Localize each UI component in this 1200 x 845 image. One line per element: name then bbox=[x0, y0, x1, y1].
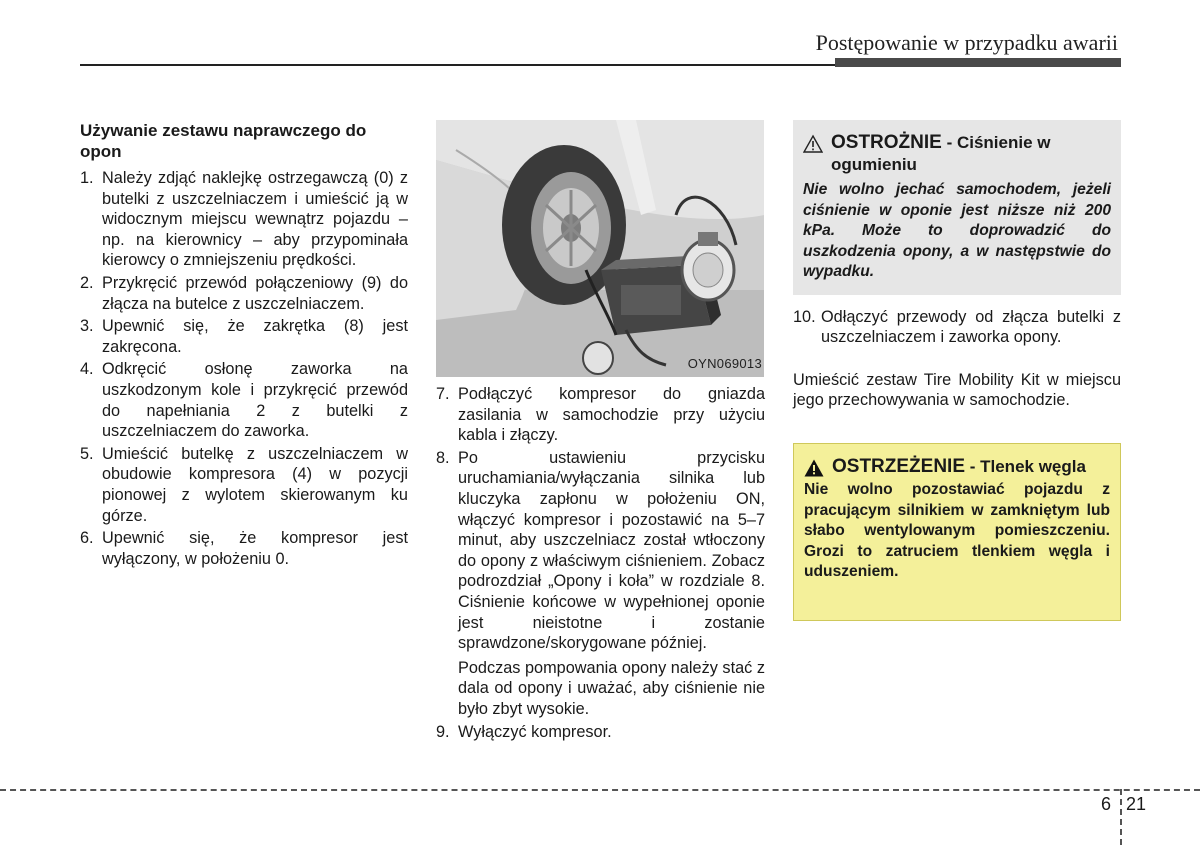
chapter-number: 6 bbox=[1101, 794, 1112, 814]
tire-repair-illustration bbox=[436, 120, 764, 377]
step-number: 5. bbox=[80, 444, 94, 463]
step-text: Odłączyć przewody od złącza butelki z uszczelniaczem i zaworka opony. bbox=[821, 307, 1121, 347]
caution-subtitle: - Ciśnienie w ogumieniu bbox=[831, 133, 1051, 174]
warning-label: OSTRZEŻENIE bbox=[832, 456, 966, 477]
left-column bbox=[80, 120, 408, 571]
footer-divider bbox=[0, 789, 1200, 791]
step-8-note: Podczas pompowania opony należy stać z dala od opony i uważać, aby ciśnienie nie było zbyt wysokie. bbox=[458, 658, 765, 718]
caution-header bbox=[803, 132, 1111, 176]
step-item bbox=[436, 722, 765, 743]
right-column bbox=[793, 120, 1121, 411]
step-item bbox=[80, 168, 408, 271]
step-text: Wyłączyć kompresor. bbox=[458, 722, 612, 741]
caution-box bbox=[793, 120, 1121, 295]
middle-column bbox=[436, 384, 765, 744]
step-item bbox=[793, 307, 1121, 348]
step-number: 6. bbox=[80, 529, 94, 548]
image-code: OYN069013 bbox=[687, 356, 762, 371]
step-text: Należy zdjąć naklejkę ostrzegawczą (0) z butelki z uszczelniaczem i umieścić ją w widocznym miejscu wewnątrz pojazdu – np. na kierownicy – aby przypominała kierowcy o zmniejszeniu prędkości. bbox=[102, 169, 408, 270]
step-number: 8. bbox=[436, 448, 450, 467]
step-text: Upewnić się, że zakrętka (8) jest zakręcona. bbox=[102, 317, 408, 356]
caution-label: OSTROŻNIE bbox=[831, 132, 942, 153]
step-text: Po ustawieniu przycisku uruchamiania/wyłączania silnika lub kluczyka zapłonu w położeniu ON, włączyć kompresor i pozostawić na 5–7 minut, aby uszczelniacz został wtłoczony do opony z właściwym ciśnieniem. Zobacz podrozdział „Opony i koła” w rozdziale 8. Ciśnienie końcowe w wypełnionej oponie jest nieistotne i zostanie sprawdzone/skorygowane później. bbox=[458, 448, 765, 653]
step-item bbox=[436, 448, 765, 654]
step-text: Umieścić butelkę z uszczelniaczem w obudowie kompresora (4) w pozycji pionowej z wylotem skierowanym ku górze. bbox=[102, 444, 408, 525]
step-number: 3. bbox=[80, 317, 94, 336]
step-item bbox=[80, 528, 408, 569]
step-item bbox=[80, 316, 408, 357]
caution-heading bbox=[831, 132, 1111, 176]
step-number: 4. bbox=[80, 360, 94, 379]
step-number: 1. bbox=[80, 169, 94, 187]
step-item bbox=[80, 359, 408, 441]
step-text: Przykręcić przewód połączeniowy (9) do złącza na butelce z uszczelniaczem. bbox=[102, 273, 408, 313]
caution-triangle-icon bbox=[803, 134, 823, 154]
step-item bbox=[80, 444, 408, 526]
steps-list-left bbox=[80, 168, 408, 569]
step-text: Odkręcić osłonę zaworka na uszkodzonym kole i przykręcić przewód do napełniania 2 z butelki z uszczelniaczem do zaworka. bbox=[102, 360, 408, 441]
tire-repair-photo bbox=[436, 120, 764, 377]
footer-page-divider bbox=[1120, 789, 1122, 845]
step-number: 2. bbox=[80, 273, 94, 292]
warning-text: Nie wolno pozostawiać pojazdu z pracującym silnikiem w zamkniętym lub słabo wentylowanym pomieszczeniu. Grozi to zatruciem tlenkiem węgla i uduszeniem. bbox=[804, 481, 1110, 580]
step-text: Upewnić się, że kompresor jest wyłączony, w położeniu 0. bbox=[102, 529, 408, 568]
caution-text: Nie wolno jechać samochodem, jeżeli ciśnienie w oponie jest niższe niż 200 kPa. Może to doprowadzić do uszkodzenia opony, a w następstwie do wypadku. bbox=[803, 181, 1111, 280]
step-number: 9. bbox=[436, 722, 450, 741]
step-number: 7. bbox=[436, 385, 450, 403]
warning-heading bbox=[832, 456, 1086, 478]
steps-list-middle-end bbox=[436, 722, 765, 743]
warning-subtitle: - Tlenek węgla bbox=[965, 457, 1086, 476]
steps-list-middle bbox=[436, 384, 765, 654]
header-title: Postępowanie w przypadku awarii bbox=[815, 30, 1118, 55]
warning-triangle-icon bbox=[804, 458, 824, 478]
step-item bbox=[436, 384, 765, 446]
step-text: Podłączyć kompresor do gniazda zasilania w samochodzie przy użyciu kabla i złączy. bbox=[458, 385, 765, 445]
warning-box bbox=[793, 443, 1121, 621]
step-number: 10. bbox=[793, 307, 816, 326]
section-title: Używanie zestawu naprawczego do opon bbox=[80, 121, 367, 161]
warning-header bbox=[804, 456, 1110, 478]
storage-paragraph: Umieścić zestaw Tire Mobility Kit w miejscu jego przechowywania w samochodzie. bbox=[793, 370, 1121, 410]
step-item bbox=[80, 273, 408, 314]
page-number: 21 bbox=[1126, 794, 1147, 814]
header-accent-bar bbox=[835, 58, 1121, 67]
